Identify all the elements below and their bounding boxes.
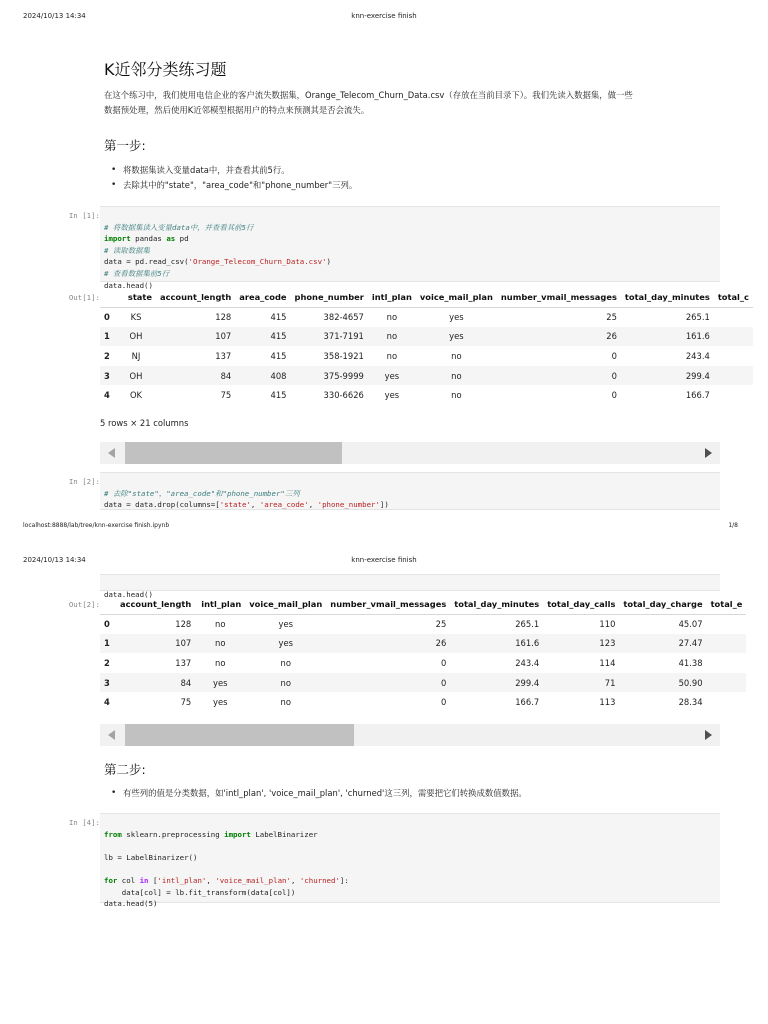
table-row bbox=[100, 385, 753, 405]
column-header: total_c bbox=[714, 287, 753, 307]
column-header: state bbox=[116, 287, 156, 307]
table-cell bbox=[707, 692, 747, 712]
table-cell bbox=[714, 346, 753, 366]
table-cell: 27.47 bbox=[619, 634, 706, 654]
table-cell: 371-7191 bbox=[291, 327, 368, 347]
column-header: voice_mail_plan bbox=[416, 287, 497, 307]
table-cell: 137 bbox=[215, 350, 232, 361]
intro-paragraph bbox=[104, 88, 720, 118]
cell1-code-editor[interactable] bbox=[100, 206, 720, 290]
table-cell: OH bbox=[116, 327, 156, 347]
code-text: data.head(5) bbox=[104, 899, 158, 909]
print-page-number: 1/8 bbox=[728, 522, 738, 529]
table-cell: 45.07 bbox=[678, 619, 703, 630]
table-cell: 137 bbox=[175, 657, 192, 668]
table-cell: 415 bbox=[270, 390, 287, 401]
code-text: , bbox=[290, 875, 300, 885]
table-cell: yes bbox=[416, 327, 497, 347]
print-title: knn-exercise finish bbox=[351, 556, 417, 564]
scroll-right-arrow-icon[interactable] bbox=[705, 730, 712, 740]
code-text: , bbox=[206, 875, 216, 885]
table-cell: 415 bbox=[270, 312, 287, 323]
table-cell: 84 bbox=[116, 673, 195, 693]
table-header-row bbox=[100, 287, 753, 307]
code-text: pd bbox=[175, 234, 189, 244]
table-cell: yes bbox=[195, 673, 245, 693]
step1-list bbox=[104, 163, 720, 193]
table-cell: no bbox=[245, 673, 326, 693]
step1-heading: 第一步: bbox=[104, 138, 146, 153]
table-cell: yes bbox=[384, 390, 400, 401]
table-cell: 0 bbox=[611, 350, 617, 361]
code-comment: # 查看数据集前5行 bbox=[104, 268, 170, 278]
table-cell: 107 bbox=[116, 634, 195, 654]
table-cell: 114 bbox=[599, 657, 616, 668]
table-cell: 123 bbox=[543, 634, 619, 654]
table-row bbox=[100, 634, 746, 654]
dataframe-table bbox=[100, 287, 753, 405]
code-keyword: as bbox=[166, 234, 176, 244]
dataframe-table bbox=[100, 594, 746, 712]
table-row bbox=[100, 673, 746, 693]
cell2-code-editor-continued[interactable] bbox=[100, 574, 720, 599]
code-comment: # 去除"state"，"area_code"和"phone_number"三列 bbox=[104, 488, 300, 498]
column-header: area_code bbox=[235, 287, 290, 307]
table-cell: no bbox=[215, 657, 226, 668]
code-keyword: import bbox=[224, 829, 251, 839]
column-header bbox=[100, 594, 116, 614]
table-cell bbox=[714, 385, 753, 405]
intro-line-1: 在这个练习中，我们使用电信企业的客户流失数据集，Orange_Telecom_Churn_Data.csv（存放在当前目录下）。我们先读入数据集，做一些 bbox=[104, 90, 633, 100]
table-cell: no bbox=[368, 327, 416, 347]
column-header: intl_plan bbox=[195, 594, 245, 614]
cell1-shape-note: 5 rows × 21 columns bbox=[100, 418, 189, 428]
code-comment: # 将数据集读入变量data中，并查看其前5行 bbox=[104, 222, 254, 232]
row-index: 1 bbox=[100, 327, 116, 347]
column-header: total_day_minutes bbox=[450, 594, 543, 614]
step1-bullet-1: • 将数据集读入变量data中，并查看其前5行。 bbox=[104, 163, 720, 178]
table-cell bbox=[707, 614, 747, 634]
table-cell: 110 bbox=[599, 619, 616, 630]
table-cell: 128 bbox=[215, 312, 232, 323]
code-text: data[col] = lb.fit_transform(data[col]) bbox=[104, 887, 296, 897]
table-cell bbox=[707, 634, 747, 654]
table-cell bbox=[707, 673, 747, 693]
code-string: 'intl_plan' bbox=[157, 875, 207, 885]
table-cell: NJ bbox=[131, 350, 141, 361]
column-header: total_day_calls bbox=[543, 594, 619, 614]
scrollbar-thumb[interactable] bbox=[125, 724, 354, 746]
row-index: 3 bbox=[100, 673, 116, 693]
code-text: data = pd.read_csv( bbox=[104, 257, 189, 267]
table-cell: 0 bbox=[611, 390, 617, 401]
column-header bbox=[100, 287, 116, 307]
print-timestamp: 2024/10/13 14:34 bbox=[23, 556, 86, 564]
column-header: total_e bbox=[707, 594, 747, 614]
row-index: 0 bbox=[104, 312, 110, 323]
column-header: account_length bbox=[116, 594, 195, 614]
code-text: sklearn.preprocessing bbox=[121, 829, 225, 839]
code-text: , bbox=[250, 500, 260, 510]
print-header-page2 bbox=[0, 556, 768, 570]
table-cell: 265.1 bbox=[685, 312, 710, 323]
table-cell: KS bbox=[130, 312, 142, 323]
print-title: knn-exercise finish bbox=[351, 12, 417, 20]
column-header: phone_number bbox=[291, 287, 368, 307]
code-string: 'area_code' bbox=[259, 500, 309, 510]
code-text: LabelBinarizer bbox=[250, 829, 318, 839]
table-cell: 26 bbox=[326, 634, 450, 654]
scroll-right-arrow-icon[interactable] bbox=[705, 448, 712, 458]
row-index: 2 bbox=[104, 350, 110, 361]
cell1-horizontal-scrollbar[interactable] bbox=[100, 442, 720, 464]
table-cell: 408 bbox=[235, 366, 290, 386]
table-cell: 41.38 bbox=[678, 657, 703, 668]
code-text: data = data.drop(columns=[ bbox=[104, 500, 220, 510]
table-cell: 161.6 bbox=[621, 327, 714, 347]
step1-bullet-2: • 去除其中的"state"，"area_code"和"phone_number"三列。 bbox=[104, 178, 720, 193]
table-cell: no bbox=[416, 366, 497, 386]
table-cell: 358-1921 bbox=[323, 350, 364, 361]
table-cell bbox=[714, 327, 753, 347]
column-header: total_day_minutes bbox=[621, 287, 714, 307]
table-cell bbox=[714, 307, 753, 327]
table-cell: 0 bbox=[326, 673, 450, 693]
row-index: 4 bbox=[104, 697, 110, 708]
table-cell: OK bbox=[129, 390, 143, 401]
print-url: localhost:8888/lab/tree/knn-exercise finish.ipynb bbox=[23, 522, 170, 529]
step2-bullet-1: • 有些列的值是分类数据，如'intl_plan', 'voice_mail_plan', 'churned'这三列，需要把它们转换成数值数据。 bbox=[104, 786, 720, 801]
code-keyword: from bbox=[104, 829, 122, 839]
table-cell: 415 bbox=[270, 350, 287, 361]
table-cell: 75 bbox=[220, 390, 232, 401]
table-cell bbox=[707, 653, 747, 673]
column-header: intl_plan bbox=[368, 287, 416, 307]
print-timestamp: 2024/10/13 14:34 bbox=[23, 12, 86, 20]
table-cell: 0 bbox=[440, 697, 447, 708]
intro-line-2: 数据预处理，然后使用K近邻模型根据用户的特点来预测其是否会流失。 bbox=[104, 105, 370, 115]
table-cell: 0 bbox=[497, 366, 621, 386]
cell1-out-prompt: Out[1]: bbox=[68, 293, 100, 302]
table-cell: 265.1 bbox=[515, 619, 540, 630]
table-cell: yes bbox=[368, 366, 416, 386]
code-text: data.head() bbox=[104, 280, 153, 290]
column-header: number_vmail_messages bbox=[326, 594, 450, 614]
table-row bbox=[100, 346, 753, 366]
cell4-in-prompt: In [4]: bbox=[68, 818, 100, 827]
cell4-code-editor[interactable] bbox=[100, 813, 720, 909]
scroll-left-arrow-icon[interactable] bbox=[108, 730, 115, 740]
code-text: data.head() bbox=[104, 589, 153, 599]
code-string: 'voice_mail_plan' bbox=[215, 875, 291, 885]
code-string: 'Orange_Telecom_Churn_Data.csv' bbox=[188, 257, 327, 267]
code-comment: # 读取数据集 bbox=[104, 245, 150, 255]
table-header-row bbox=[100, 594, 746, 614]
scrollbar-thumb[interactable] bbox=[125, 442, 342, 464]
table-cell: 113 bbox=[599, 697, 616, 708]
step2-heading: 第二步: bbox=[104, 762, 146, 777]
table-cell: 128 bbox=[175, 619, 192, 630]
code-string: 'churned' bbox=[299, 875, 340, 885]
code-keyword: in bbox=[139, 875, 149, 885]
table-cell: no bbox=[195, 634, 245, 654]
code-text: , bbox=[308, 500, 318, 510]
row-index: 2 bbox=[104, 657, 110, 668]
cell2-in-prompt: In [2]: bbox=[68, 477, 100, 486]
column-header: voice_mail_plan bbox=[245, 594, 326, 614]
table-cell: 166.7 bbox=[685, 390, 710, 401]
table-row bbox=[100, 692, 746, 712]
table-row bbox=[100, 327, 753, 347]
column-header: account_length bbox=[156, 287, 235, 307]
column-header: number_vmail_messages bbox=[497, 287, 621, 307]
table-cell: 25 bbox=[606, 312, 617, 323]
table-cell: yes bbox=[449, 312, 464, 323]
cell2-output-table bbox=[100, 594, 743, 712]
table-cell: 107 bbox=[156, 327, 235, 347]
table-row bbox=[100, 307, 753, 327]
code-text: ]: bbox=[339, 875, 349, 885]
notebook-title: K近邻分类练习题 bbox=[104, 60, 227, 79]
print-header bbox=[0, 12, 768, 26]
table-cell: 243.4 bbox=[685, 350, 710, 361]
scroll-left-arrow-icon[interactable] bbox=[108, 448, 115, 458]
table-row bbox=[100, 614, 746, 634]
code-keyword: import bbox=[104, 234, 131, 244]
table-cell: 415 bbox=[235, 327, 290, 347]
table-cell: 71 bbox=[543, 673, 619, 693]
table-cell: 84 bbox=[156, 366, 235, 386]
table-cell bbox=[714, 366, 753, 386]
table-row bbox=[100, 366, 753, 386]
row-index: 3 bbox=[100, 366, 116, 386]
step2-list bbox=[104, 786, 720, 801]
table-cell: 299.4 bbox=[621, 366, 714, 386]
table-cell: no bbox=[386, 350, 398, 361]
table-cell: no bbox=[215, 619, 226, 630]
code-text: [ bbox=[148, 875, 158, 885]
cell2-code-editor[interactable] bbox=[100, 472, 720, 510]
table-cell: 166.7 bbox=[515, 697, 540, 708]
table-cell: no bbox=[280, 697, 291, 708]
cell1-in-prompt: In [1]: bbox=[68, 211, 100, 220]
cell1-output-table bbox=[100, 287, 749, 405]
table-cell: no bbox=[451, 390, 462, 401]
code-text: col bbox=[117, 875, 140, 885]
table-cell: 0 bbox=[440, 657, 447, 668]
table-cell: OH bbox=[116, 366, 156, 386]
row-index: 1 bbox=[100, 634, 116, 654]
row-index: 0 bbox=[104, 619, 110, 630]
table-cell: 299.4 bbox=[450, 673, 543, 693]
table-cell: 382-4657 bbox=[323, 312, 364, 323]
table-cell: 375-9999 bbox=[291, 366, 368, 386]
code-string: 'state' bbox=[219, 500, 251, 510]
table-cell: yes bbox=[213, 697, 228, 708]
table-cell: no bbox=[451, 350, 462, 361]
cell2-horizontal-scrollbar[interactable] bbox=[100, 724, 720, 746]
code-text: pandas bbox=[130, 234, 167, 244]
table-cell: no bbox=[386, 312, 398, 323]
cell2-out-prompt: Out[2]: bbox=[68, 600, 100, 609]
code-text: lb = LabelBinarizer() bbox=[104, 852, 198, 862]
table-cell: 330-6626 bbox=[323, 390, 364, 401]
table-cell: 75 bbox=[180, 697, 192, 708]
code-string: 'phone_number' bbox=[317, 500, 380, 510]
table-cell: yes bbox=[245, 634, 326, 654]
code-text: ]) bbox=[379, 500, 389, 510]
table-row bbox=[100, 653, 746, 673]
code-text: ) bbox=[326, 257, 331, 267]
table-cell: yes bbox=[278, 619, 294, 630]
column-header: total_day_charge bbox=[619, 594, 706, 614]
table-cell: 161.6 bbox=[450, 634, 543, 654]
table-cell: 243.4 bbox=[515, 657, 540, 668]
table-cell: 50.90 bbox=[619, 673, 706, 693]
table-cell: 25 bbox=[435, 619, 447, 630]
table-cell: 28.34 bbox=[678, 697, 703, 708]
code-keyword: for bbox=[104, 875, 118, 885]
row-index: 4 bbox=[104, 390, 110, 401]
table-cell: no bbox=[280, 657, 291, 668]
table-cell: 26 bbox=[497, 327, 621, 347]
